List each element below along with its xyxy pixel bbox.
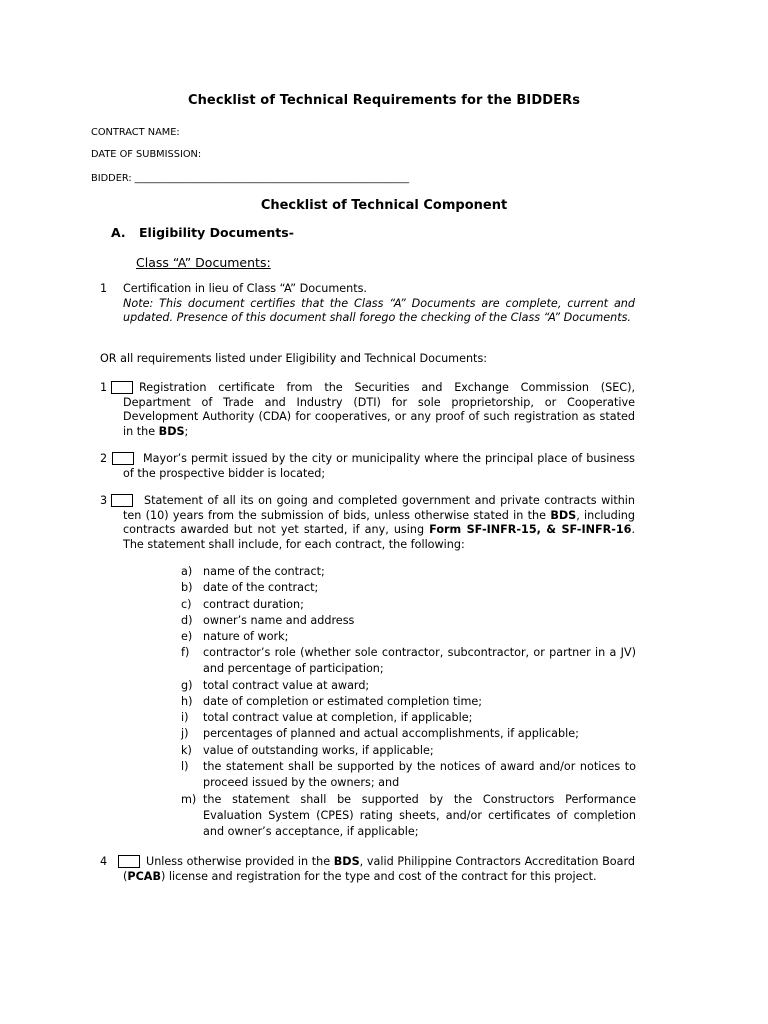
req-4-text-b: , valid Philippine Contractors Accreditation Board ( (123, 855, 636, 883)
req-3-text (123, 494, 635, 552)
list-item: e) nature of work; (181, 630, 289, 643)
list-item: d) owner’s name and address (181, 614, 355, 627)
list-item: l) the statement shall be supported by the notices of award and/or notices to proceed issued by the owners; and (181, 760, 636, 790)
page-title: Checklist of Technical Requirements for the BIDDERs (187, 93, 581, 108)
req-4-bds: BDS (333, 855, 360, 868)
req-4-text-a: Unless otherwise provided in the (146, 855, 334, 868)
list-item: g) total contract value at award; (181, 679, 370, 692)
list-item: k) value of outstanding works, if applicable; (181, 744, 434, 757)
or-line: OR all requirements listed under Eligibility and Technical Documents: (100, 352, 488, 365)
list-item: b) date of the contract; (181, 581, 319, 594)
req-2-text: Mayor’s permit issued by the city or municipality where the principal place of business of the prospective bidder is located; (123, 452, 635, 480)
req-4-text (123, 855, 635, 884)
item-1-block (123, 282, 635, 326)
req-1-text-a: Registration certificate from the Securities and Exchange Commission (SEC), Department of Trade and Industry (DTI) for sole proprietorship, or Cooperative Development Authority (CDA) for cooperatives, or any proof of such registration as stated in the (123, 381, 635, 438)
req-3-text-b: , including contracts awarded but not yet started, if any, using (123, 508, 635, 536)
list-item: m) the statement shall be supported by the Constructors Performance Evaluation System (CPES) rating sheets, and/or certificates of completion and owner’s acceptance, if applicable; (181, 793, 636, 839)
item-1-text: Certification in lieu of Class “A” Documents. (123, 282, 367, 295)
class-a-heading: Class “A” Documents: (136, 255, 271, 270)
req-1-bds: BDS (158, 424, 185, 438)
section-a-heading (111, 225, 294, 240)
list-item: a) name of the contract; (181, 565, 325, 578)
list-item: f) contractor’s role (whether sole contractor, subcontractor, or partner in a JV) and percentage of participation; (181, 646, 636, 676)
req-3-text-c: . The statement shall include, for each contract, the following: (123, 523, 635, 551)
list-item: j) percentages of planned and actual accomplishments, if applicable; (181, 727, 579, 740)
list-item: c) contract duration; (181, 598, 304, 611)
req-3-number: 3 (100, 494, 108, 507)
list-item: h) date of completion or estimated completion time; (181, 695, 482, 708)
list-item: i) total contract value at completion, if applicable; (181, 711, 473, 724)
req-1-text (123, 381, 635, 439)
req-1-text-b: ; (184, 424, 189, 438)
item-1-number: 1 (100, 282, 108, 295)
req-4-pcab: PCAB (127, 869, 161, 883)
section-subtitle: Checklist of Technical Component (260, 198, 508, 213)
req-3-bds: BDS (550, 508, 577, 522)
item-1-note: Note: This document certifies that the Class “A” Documents are complete, current and updated. Presence of this document shall forego the checking of the Class “A” Documents. (123, 296, 635, 324)
date-of-submission-label: DATE OF SUBMISSION: (91, 149, 202, 160)
req-1-number: 1 (100, 381, 108, 394)
req-4-text-c: ) license and registration for the type and cost of the contract for this project. (160, 869, 597, 883)
req-3-text-a: Statement of all its on going and completed government and private contracts within ten (10) years from the submission of bids, unless otherwise stated in the (123, 494, 635, 522)
req-4-number: 4 (100, 855, 108, 868)
req-2-number: 2 (100, 452, 108, 465)
req-3-form-ref: Form SF-INFR-15, & SF-INFR-16 (429, 523, 632, 536)
contract-name-label: CONTRACT NAME: (91, 127, 180, 138)
bidder-label: BIDDER: ________________________________________________________ (91, 173, 410, 184)
section-a-title: Eligibility Documents- (139, 225, 294, 240)
section-a-letter: A. (111, 225, 126, 240)
